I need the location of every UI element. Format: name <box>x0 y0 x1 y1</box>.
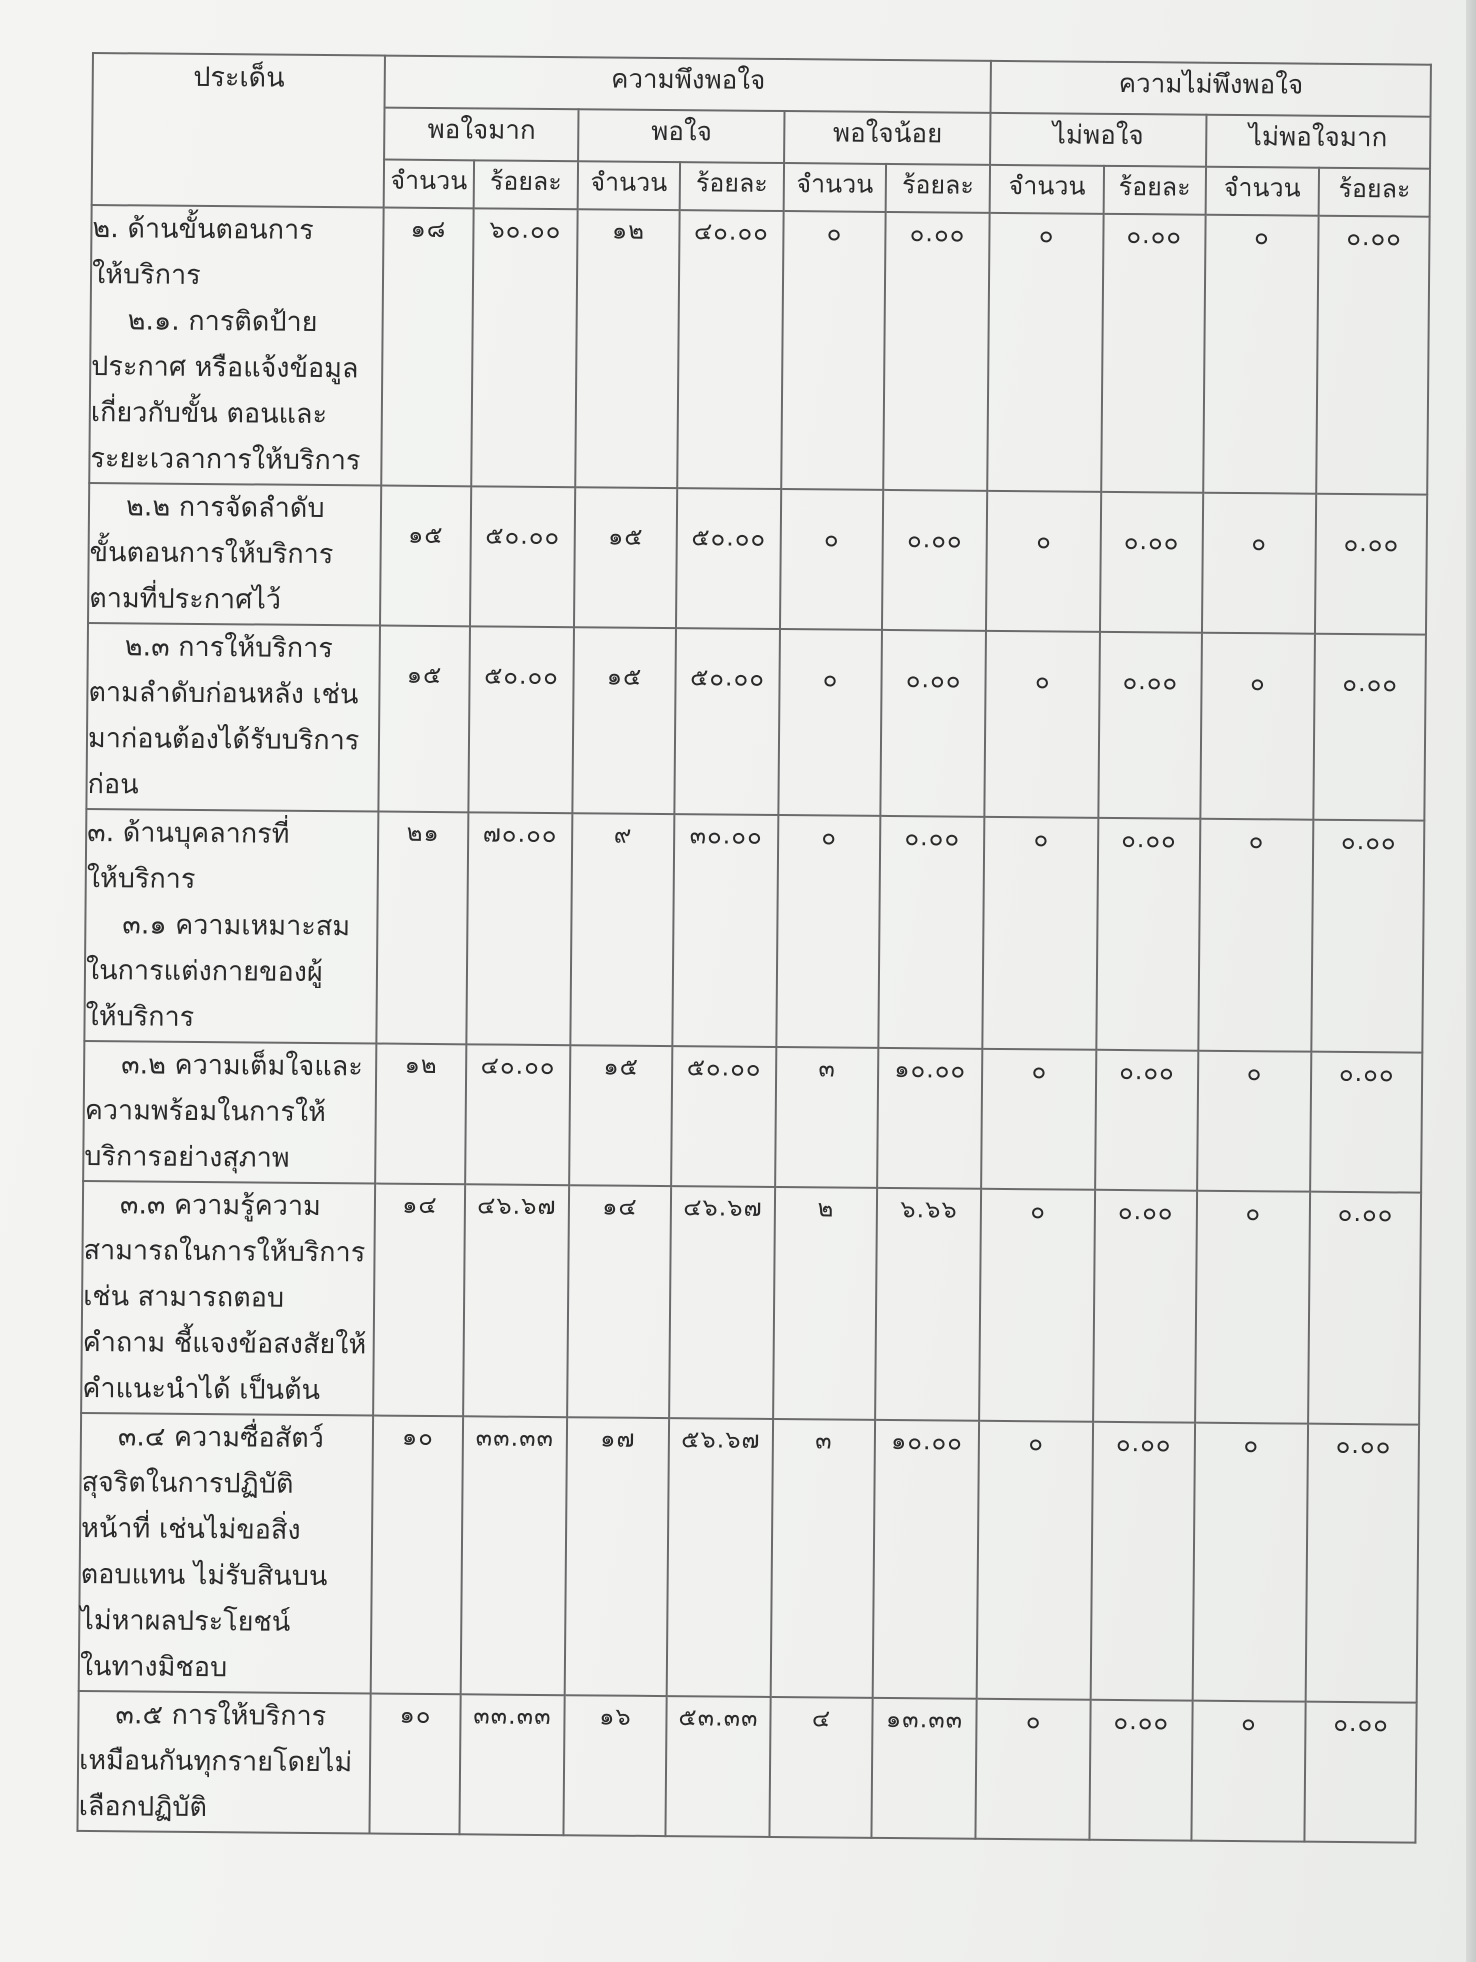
count-cell: ๓ <box>771 1419 875 1698</box>
issue-cell <box>79 1413 374 1694</box>
count-cell: ๑๕ <box>379 626 470 813</box>
percent-cell: ๐.๐๐ <box>878 816 985 1049</box>
count-header: จำนวน <box>578 161 680 210</box>
issue-line: เช่น สามารถตอบ <box>83 1280 285 1314</box>
count-cell: ๑๕ <box>380 486 471 627</box>
table-body <box>77 205 1429 1843</box>
issue-line: ๒.๒ การจัดลำดับ <box>125 491 325 525</box>
issue-line: ขั้นตอนการให้บริการ <box>89 536 334 571</box>
issue-line: ไม่หาผลประโยชน์ <box>80 1604 291 1638</box>
level-header-very-satisfied: พอใจมาก <box>384 108 578 162</box>
table-row <box>81 1181 1421 1425</box>
level-header-slightly-satisfied: พอใจน้อย <box>784 111 991 165</box>
percent-cell: ๕๓.๓๓ <box>665 1696 771 1837</box>
count-cell: ๑๘ <box>382 208 474 487</box>
issue-line: มาก่อนต้องได้รับบริการ <box>87 722 360 757</box>
percent-cell: ๔๖.๖๗ <box>463 1184 570 1417</box>
issue-line: สามารถในการให้บริการ <box>83 1234 366 1269</box>
count-cell: ๑๐ <box>371 1416 463 1695</box>
count-cell: ๐ <box>780 489 883 630</box>
count-cell: ๑๒ <box>575 209 679 488</box>
percent-header: ร้อยละ <box>1319 168 1430 217</box>
issue-line: ๓.๑ ความเหมาะสม <box>122 909 351 943</box>
issue-line: ๓. ด้านบุคลากรที่ <box>87 816 290 850</box>
percent-cell: ๐.๐๐ <box>1308 1192 1421 1425</box>
issue-line: ให้บริการ <box>91 259 201 291</box>
satisfied-group-header: ความพึงพอใจ <box>385 56 991 113</box>
issue-line: เกี่ยวกับขั้น ตอนและ <box>90 397 328 431</box>
count-cell: ๑๕ <box>573 627 676 814</box>
count-header: จำนวน <box>784 163 886 212</box>
percent-cell: ๑๐.๐๐ <box>872 1420 979 1699</box>
issue-line: หน้าที่ เช่นไม่ขอสิ่ง <box>80 1512 301 1546</box>
paper-edge <box>1466 0 1476 1962</box>
count-cell: ๑๗ <box>565 1417 669 1696</box>
count-cell: ๑๐ <box>370 1693 461 1834</box>
table-row <box>89 205 1429 495</box>
count-cell: ๐ <box>981 1049 1096 1190</box>
count-cell: ๐ <box>1202 493 1317 634</box>
percent-cell: ๐.๐๐ <box>1100 492 1203 633</box>
count-cell: ๒๑ <box>377 812 468 1045</box>
issue-line: ๒. ด้านขั้นตอนการ <box>92 213 314 246</box>
percent-cell: ๓๐.๐๐ <box>672 814 779 1047</box>
count-header: จำนวน <box>1205 167 1319 216</box>
satisfaction-table <box>76 52 1431 1844</box>
percent-cell: ๑๓.๓๓ <box>871 1698 977 1839</box>
percent-cell: ๐.๐๐ <box>1096 818 1200 1051</box>
percent-cell: ๓๓.๓๓ <box>459 1694 565 1835</box>
percent-cell: ๐.๐๐ <box>1312 820 1425 1053</box>
count-cell: ๑๒ <box>375 1044 466 1185</box>
percent-cell: ๗๐.๐๐ <box>466 812 573 1045</box>
issue-cell <box>88 483 382 626</box>
percent-header: ร้อยละ <box>679 162 784 211</box>
issue-line: บริการอย่างสุภาพ <box>84 1140 290 1174</box>
issue-line: ๓.๒ ความเต็มใจและ <box>121 1049 363 1083</box>
issue-cell <box>86 623 380 812</box>
percent-cell: ๔๐.๐๐ <box>677 210 784 489</box>
count-cell: ๑๕ <box>574 487 677 628</box>
percent-cell: ๐.๐๐ <box>1306 1424 1419 1703</box>
issue-line: ประกาศ หรือแจ้งข้อมูล <box>91 351 359 385</box>
percent-cell: ๖.๖๖ <box>875 1188 982 1421</box>
table-row <box>84 809 1424 1053</box>
issue-line: ก่อน <box>87 768 139 801</box>
issue-line: ในการแต่งกายของผู้ <box>85 954 323 989</box>
level-header-unsatisfied: ไม่พอใจ <box>990 113 1206 167</box>
count-cell: ๑๕ <box>569 1045 672 1186</box>
issue-cell <box>84 809 378 1044</box>
issue-line: เหมือนกันทุกรายโดยไม่ <box>78 1744 353 1779</box>
count-cell: ๓ <box>775 1047 878 1188</box>
percent-cell: ๔๐.๐๐ <box>465 1044 571 1185</box>
issue-line: ตามที่ประกาศไว้ <box>89 582 282 616</box>
count-cell: ๔ <box>770 1697 873 1838</box>
count-cell: ๐ <box>1191 1701 1306 1842</box>
percent-cell: ๐.๐๐ <box>1098 632 1201 819</box>
level-header-very-unsatisfied: ไม่พอใจมาก <box>1206 115 1431 169</box>
count-header: จำนวน <box>384 160 474 209</box>
count-cell: ๒ <box>773 1187 877 1420</box>
count-cell: ๐ <box>986 491 1101 632</box>
count-cell: ๑๔ <box>373 1184 464 1417</box>
table-row <box>79 1413 1419 1703</box>
issue-line: ๒.๓ การให้บริการ <box>124 631 334 665</box>
table-header <box>92 53 1431 217</box>
issue-line: สุจริตในการปฏิบัติ <box>81 1466 294 1500</box>
count-cell: ๑๔ <box>567 1185 671 1418</box>
issue-line: ให้บริการ <box>85 1000 195 1033</box>
issue-line: ๓.๓ ความรู้ความ <box>119 1189 322 1223</box>
issue-header: ประเด็น <box>92 53 386 208</box>
count-cell: ๑๖ <box>564 1695 667 1836</box>
count-cell: ๐ <box>988 213 1104 492</box>
issue-line: ในทางมิชอบ <box>79 1650 228 1684</box>
percent-header: ร้อยละ <box>885 164 990 213</box>
issue-line: ตอบแทน ไม่รับสินบน <box>80 1558 328 1593</box>
percent-cell: ๐.๐๐ <box>883 212 990 491</box>
count-cell: ๐ <box>1200 633 1315 820</box>
count-cell: ๐ <box>781 211 885 490</box>
percent-cell: ๐.๐๐ <box>1091 1422 1195 1701</box>
percent-cell: ๐.๐๐ <box>1310 1052 1422 1193</box>
issue-line: ๓.๔ ความซื่อสัตว์ <box>117 1421 325 1455</box>
count-cell: ๐ <box>985 631 1100 818</box>
issue-line: ระยะเวลาการให้บริการ <box>90 443 361 477</box>
percent-cell: ๐.๐๐ <box>1095 1050 1198 1191</box>
percent-cell: ๕๐.๐๐ <box>676 488 782 629</box>
issue-cell <box>83 1041 377 1184</box>
percent-cell: ๓๓.๓๓ <box>460 1416 567 1695</box>
issue-line: คำถาม ชี้แจงข้อสงสัยให้ <box>82 1326 367 1361</box>
issue-line: ให้บริการ <box>86 862 196 895</box>
issue-cell <box>89 205 384 486</box>
percent-cell: ๐.๐๐ <box>1089 1700 1192 1841</box>
issue-line: ๓.๕ การให้บริการ <box>115 1699 327 1733</box>
percent-cell: ๐.๐๐ <box>1315 494 1427 635</box>
percent-cell: ๑๐.๐๐ <box>877 1048 983 1189</box>
count-cell: ๐ <box>1197 1051 1312 1192</box>
percent-cell: ๔๖.๖๗ <box>669 1186 776 1419</box>
count-header: จำนวน <box>990 165 1104 214</box>
percent-header: ร้อยละ <box>1104 166 1206 215</box>
count-cell: ๐ <box>777 815 881 1048</box>
percent-header: ร้อยละ <box>473 160 578 209</box>
unsatisfied-group-header: ความไม่พึงพอใจ <box>991 61 1431 117</box>
percent-cell: ๕๐.๐๐ <box>468 626 574 813</box>
count-cell: ๐ <box>976 1699 1091 1840</box>
level-header-satisfied: พอใจ <box>578 109 784 163</box>
issue-cell <box>81 1181 375 1416</box>
issue-line: คำแนะนำได้ เป็นต้น <box>82 1372 321 1407</box>
count-cell: ๐ <box>979 1189 1095 1422</box>
table-row <box>83 1041 1422 1193</box>
percent-cell: ๕๖.๖๗ <box>666 1418 773 1697</box>
percent-cell: ๐.๐๐ <box>1093 1190 1197 1423</box>
percent-cell: ๕๐.๐๐ <box>674 628 780 815</box>
count-cell: ๙ <box>571 813 675 1046</box>
issue-cell <box>77 1691 371 1834</box>
percent-cell: ๐.๐๐ <box>1305 1702 1417 1843</box>
count-cell: ๐ <box>977 1421 1093 1700</box>
count-cell: ๐ <box>1198 819 1314 1052</box>
percent-cell: ๐.๐๐ <box>1314 634 1426 821</box>
issue-line: ๒.๑. การติดป้าย <box>127 305 318 338</box>
percent-cell: ๐.๐๐ <box>1316 216 1429 495</box>
issue-line: ความพร้อมในการให้ <box>84 1094 327 1129</box>
table-row <box>86 623 1426 821</box>
issue-line: เลือกปฏิบัติ <box>78 1790 208 1824</box>
percent-cell: ๕๐.๐๐ <box>671 1046 777 1187</box>
issue-line: ตามลำดับก่อนหลัง เช่น <box>88 676 359 711</box>
count-cell: ๐ <box>779 629 882 816</box>
percent-cell: ๐.๐๐ <box>880 630 986 817</box>
percent-cell: ๖๐.๐๐ <box>471 208 578 487</box>
count-cell: ๐ <box>983 817 1099 1050</box>
percent-cell: ๐.๐๐ <box>882 490 988 631</box>
count-cell: ๐ <box>1203 215 1319 494</box>
percent-cell: ๕๐.๐๐ <box>470 486 576 627</box>
table-row <box>77 1691 1416 1843</box>
table-row <box>88 483 1427 635</box>
percent-cell: ๐.๐๐ <box>1101 214 1205 493</box>
count-cell: ๐ <box>1195 1191 1311 1424</box>
count-cell: ๐ <box>1192 1423 1308 1702</box>
